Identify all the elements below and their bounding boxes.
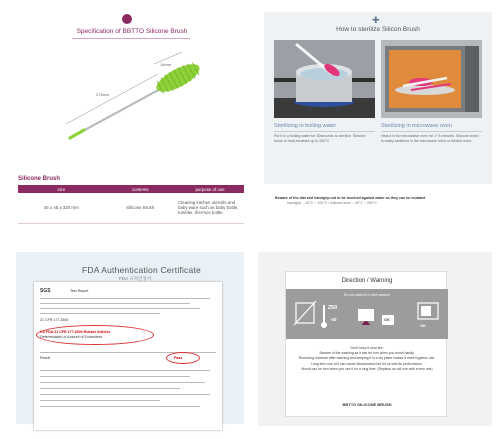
rule-item: Mould can be torn when you use it for a long time. (Replace an old one with a new one): [301, 366, 433, 371]
plus-icon: ✚: [372, 15, 380, 25]
doc-line: 21 CFR 177.2600: [40, 318, 69, 322]
specification-panel: [0, 0, 248, 238]
sterilize-title: How to sterilize Silicon Brush: [336, 26, 420, 33]
highlight-oval: [166, 352, 200, 364]
rule-item: Don't keep it near fire.: [350, 346, 384, 350]
brush-grip: [70, 130, 84, 138]
dim-head-label: 16mm: [160, 62, 172, 67]
dim-length-label: 275mm: [96, 92, 110, 97]
temp-high: 250: [328, 305, 338, 311]
fda-panel: [16, 252, 244, 424]
brush-diagram: [60, 52, 210, 152]
band-text: Do not wash it in dish washer: [343, 293, 391, 297]
doc-line: Determination of Amount of Extractives: [40, 335, 103, 339]
microwave-caption-title: Sterilizing in microwave oven: [381, 123, 452, 129]
boiling-caption-title: Sterilizing in boiling water: [274, 123, 337, 129]
direction-footer: BBTTO SILICONE BRUSH: [342, 402, 392, 407]
certificate-document: [34, 282, 222, 430]
temp-low: -40: [330, 317, 337, 322]
temperature-range-line: handgrip : -15°C ~ 100°C / silicone wool : -40°C ~ 250°C: [287, 201, 378, 206]
highlight-oval: [36, 325, 154, 345]
boiling-caption-text: Put it in a boiling water for 30seconds to sterilize. Silicone brush is heat-resistant up to 250°C: [274, 134, 366, 143]
ok-label-2: OK: [420, 323, 426, 328]
fda-subtitle: FDA 규격인증서: [119, 276, 152, 281]
table-row: [18, 193, 244, 223]
divider: [381, 131, 482, 132]
cell-contents: Silicone Brush: [105, 193, 176, 223]
microwave-ok-icon: [418, 303, 438, 319]
rule-item: Long term use of it can cause discoloration but it's ok with its performance.: [311, 361, 423, 366]
rule-item: Removing moisture after washing and keeping it in a dry place makes it more hygienic use.: [298, 356, 436, 361]
heart-icon: [122, 14, 132, 24]
thermometer-icon: [321, 305, 327, 328]
warning-line: Beware of the dial and handgrip not to be touched against water as they can be mutated: [275, 196, 426, 200]
doc-line: US FDA 21 CFR 177.2600 Rubber Articles: [40, 330, 111, 334]
divider: [72, 38, 190, 39]
table-heading: Silicone Brush: [18, 176, 61, 182]
cell-size: 45 x 45 x 320 mm: [18, 193, 105, 223]
direction-panel: [258, 252, 492, 426]
header-contents: contents: [105, 185, 176, 193]
doc-line: Test Report: [70, 289, 89, 293]
microwave-photo: [381, 40, 482, 118]
table-header-row: [18, 185, 244, 193]
dishwasher-prohibited-icon: [294, 301, 316, 325]
sterilize-panel: [264, 12, 492, 184]
fda-title: FDA Authentication Certificate: [82, 265, 201, 275]
spec-title: Specification of BBTTO Silicone Brush: [76, 28, 188, 35]
sgs-logo: SGS: [40, 288, 51, 294]
divider: [274, 131, 375, 132]
doc-line: Result: [40, 356, 51, 360]
doc-line: Pass: [174, 356, 183, 360]
direction-card: [285, 271, 447, 417]
boiling-water-photo: [274, 40, 375, 118]
warning-icons: [286, 289, 448, 339]
microwave-caption-text: Heat it in the microwave oven for 2~3 minutes. Silicone brush is easily sanitized in the microwave oven or electric oven.: [381, 134, 479, 143]
direction-title: Direction / Warning: [341, 278, 393, 284]
warning-icons-band: [286, 289, 448, 339]
fire-pot-icon: [358, 309, 374, 325]
header-purpose: purpose of use: [176, 185, 244, 193]
direction-rules: [290, 346, 444, 372]
header-size: size: [18, 185, 105, 193]
ok-label: OK: [384, 317, 390, 322]
cell-purpose: Cleaning kitchen utensils and baby ware such as baby bottle, tumbler, thermos bottle: [176, 193, 244, 223]
handgrip-warning-note: [275, 196, 485, 207]
rule-item: Beware of the washing as it can be torn when you brush hardly.: [319, 351, 415, 356]
spec-table: [18, 185, 244, 224]
dim-line-length: [66, 74, 158, 124]
